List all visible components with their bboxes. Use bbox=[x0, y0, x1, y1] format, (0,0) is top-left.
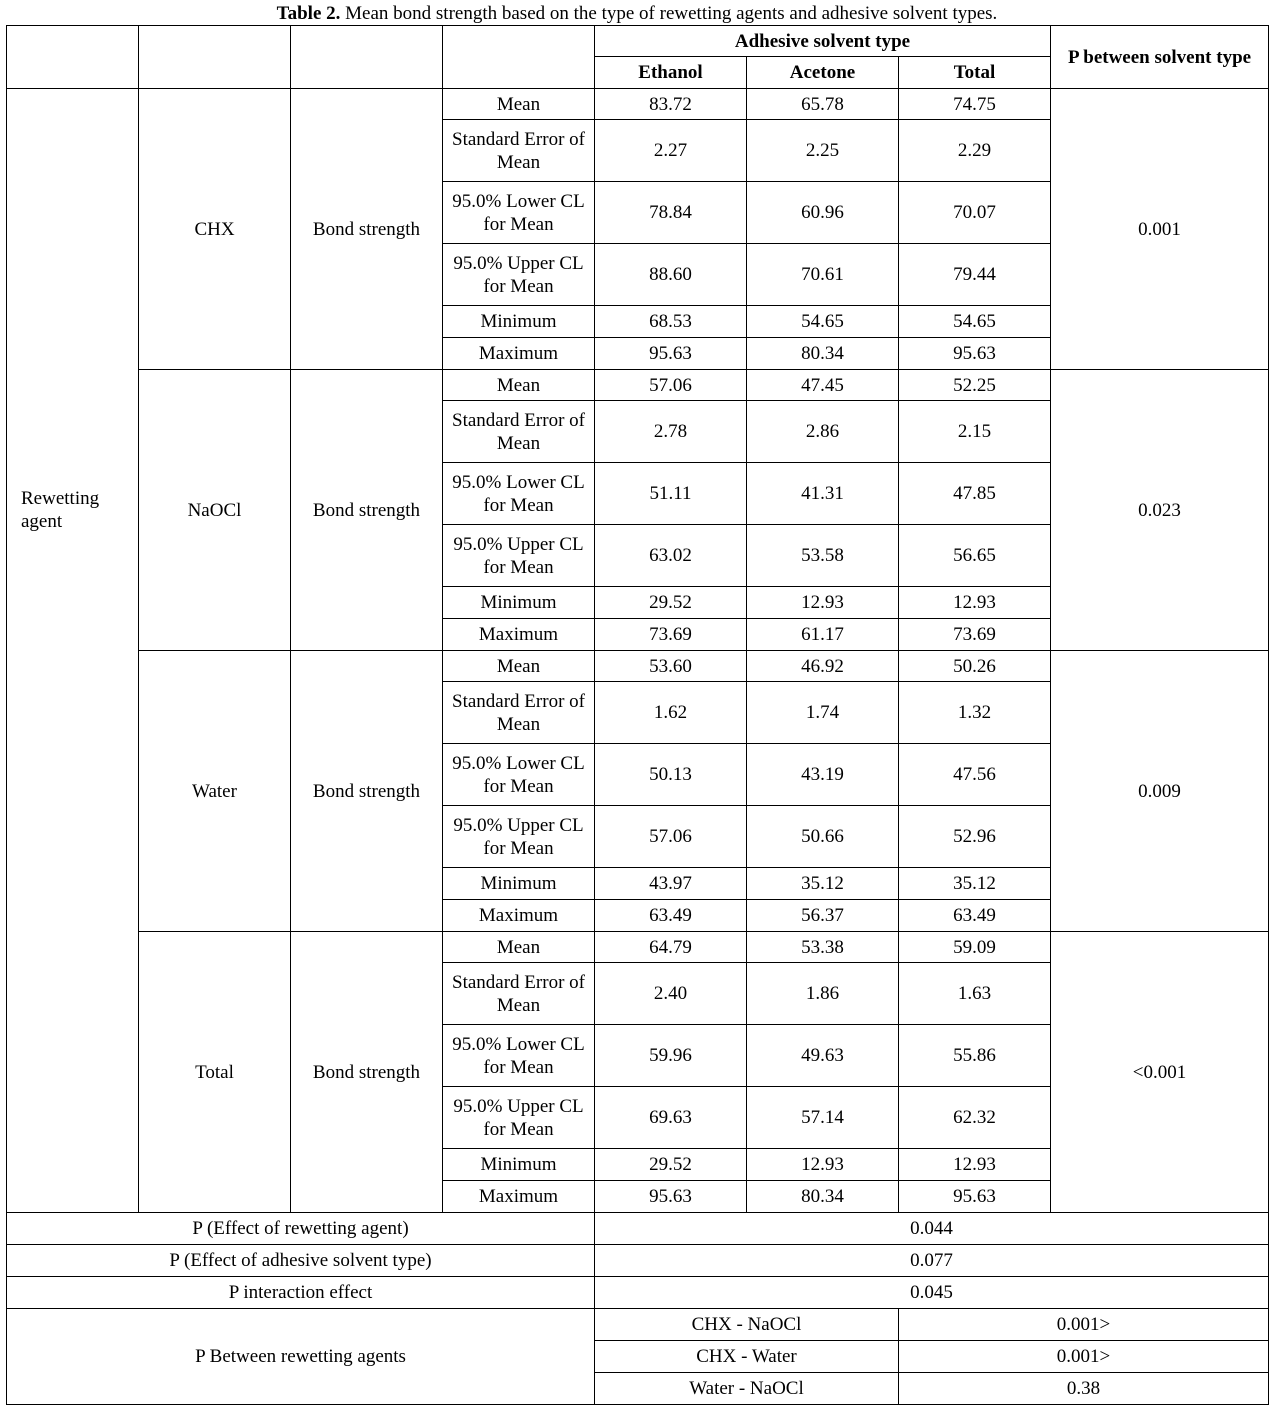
value-cell: 79.44 bbox=[899, 244, 1051, 306]
value-cell: 1.63 bbox=[899, 963, 1051, 1025]
value-cell: 2.29 bbox=[899, 120, 1051, 182]
value-cell: 29.52 bbox=[595, 1149, 747, 1181]
stat-label-cell: Maximum bbox=[443, 900, 595, 932]
value-cell: 74.75 bbox=[899, 89, 1051, 120]
stat-label-cell: Minimum bbox=[443, 306, 595, 338]
effect-value-cell: 0.077 bbox=[595, 1245, 1269, 1277]
value-cell: 95.63 bbox=[595, 338, 747, 370]
pair-name-cell: Water - NaOCl bbox=[595, 1373, 899, 1405]
value-cell: 59.96 bbox=[595, 1025, 747, 1087]
value-cell: 53.58 bbox=[747, 525, 899, 587]
bond-strength-table bbox=[6, 25, 1269, 1405]
value-cell: 52.25 bbox=[899, 370, 1051, 401]
pair-value-cell: 0.001> bbox=[899, 1341, 1269, 1373]
effect-value-cell: 0.045 bbox=[595, 1277, 1269, 1309]
measure-cell: Bond strength bbox=[291, 89, 443, 370]
stat-label-cell: 95.0% Upper CL for Mean bbox=[443, 244, 595, 306]
stat-label-cell: Minimum bbox=[443, 868, 595, 900]
value-cell: 51.11 bbox=[595, 463, 747, 525]
stat-label-cell: 95.0% Lower CL for Mean bbox=[443, 182, 595, 244]
stat-label-cell: 95.0% Upper CL for Mean bbox=[443, 525, 595, 587]
stat-label-cell: Maximum bbox=[443, 338, 595, 370]
value-cell: 1.86 bbox=[747, 963, 899, 1025]
header-blank-cell bbox=[7, 26, 139, 89]
value-cell: 2.40 bbox=[595, 963, 747, 1025]
value-cell: 12.93 bbox=[899, 1149, 1051, 1181]
value-cell: 2.15 bbox=[899, 401, 1051, 463]
value-cell: 56.65 bbox=[899, 525, 1051, 587]
value-cell: 47.45 bbox=[747, 370, 899, 401]
rewetting-agent-cell bbox=[7, 651, 139, 932]
value-cell: 62.32 bbox=[899, 1087, 1051, 1149]
agent-name-cell: CHX bbox=[139, 89, 291, 370]
stat-label-cell: 95.0% Upper CL for Mean bbox=[443, 806, 595, 868]
stat-label-cell: Mean bbox=[443, 932, 595, 963]
measure-cell: Bond strength bbox=[291, 651, 443, 932]
effect-label-cell: P (Effect of rewetting agent) bbox=[7, 1213, 595, 1245]
stat-label-cell: Standard Error of Mean bbox=[443, 120, 595, 182]
value-cell: 70.61 bbox=[747, 244, 899, 306]
stat-label-cell: Mean bbox=[443, 370, 595, 401]
table-row bbox=[7, 370, 1269, 401]
value-cell: 57.06 bbox=[595, 370, 747, 401]
rewetting-agent-cell: Rewetting agent bbox=[7, 370, 139, 651]
value-cell: 63.02 bbox=[595, 525, 747, 587]
value-cell: 55.86 bbox=[899, 1025, 1051, 1087]
col-header-total: Total bbox=[899, 57, 1051, 89]
table-row bbox=[7, 932, 1269, 963]
pair-name-cell: CHX - Water bbox=[595, 1341, 899, 1373]
value-cell: 88.60 bbox=[595, 244, 747, 306]
col-header-ethanol: Ethanol bbox=[595, 57, 747, 89]
value-cell: 70.07 bbox=[899, 182, 1051, 244]
pair-value-cell: 0.38 bbox=[899, 1373, 1269, 1405]
stat-label-cell: Standard Error of Mean bbox=[443, 682, 595, 744]
rewetting-agent-cell bbox=[7, 89, 139, 370]
p-value-cell: 0.009 bbox=[1051, 651, 1269, 932]
stat-label-cell: Mean bbox=[443, 89, 595, 120]
stat-label-cell: Mean bbox=[443, 651, 595, 682]
value-cell: 68.53 bbox=[595, 306, 747, 338]
value-cell: 63.49 bbox=[899, 900, 1051, 932]
value-cell: 43.19 bbox=[747, 744, 899, 806]
stat-label-cell: Standard Error of Mean bbox=[443, 401, 595, 463]
header-blank-cell bbox=[291, 26, 443, 89]
value-cell: 95.63 bbox=[899, 338, 1051, 370]
value-cell: 29.52 bbox=[595, 587, 747, 619]
pair-name-cell: CHX - NaOCl bbox=[595, 1309, 899, 1341]
pairwise-row bbox=[7, 1309, 1269, 1341]
rewetting-agent-cell bbox=[7, 932, 139, 1213]
value-cell: 41.31 bbox=[747, 463, 899, 525]
stat-label-cell: Maximum bbox=[443, 1181, 595, 1213]
value-cell: 65.78 bbox=[747, 89, 899, 120]
value-cell: 52.96 bbox=[899, 806, 1051, 868]
value-cell: 80.34 bbox=[747, 1181, 899, 1213]
value-cell: 43.97 bbox=[595, 868, 747, 900]
value-cell: 2.86 bbox=[747, 401, 899, 463]
p-value-cell: 0.001 bbox=[1051, 89, 1269, 370]
value-cell: 50.26 bbox=[899, 651, 1051, 682]
value-cell: 2.25 bbox=[747, 120, 899, 182]
agent-name-cell: Total bbox=[139, 932, 291, 1213]
value-cell: 12.93 bbox=[747, 587, 899, 619]
col-header-acetone: Acetone bbox=[747, 57, 899, 89]
value-cell: 1.62 bbox=[595, 682, 747, 744]
stat-label-cell: 95.0% Lower CL for Mean bbox=[443, 463, 595, 525]
value-cell: 73.69 bbox=[595, 619, 747, 651]
effect-row bbox=[7, 1213, 1269, 1245]
value-cell: 73.69 bbox=[899, 619, 1051, 651]
stat-label-cell: 95.0% Lower CL for Mean bbox=[443, 744, 595, 806]
value-cell: 61.17 bbox=[747, 619, 899, 651]
value-cell: 12.93 bbox=[899, 587, 1051, 619]
adhesive-solvent-type-header: Adhesive solvent type bbox=[595, 26, 1051, 57]
table-caption-label: Table 2. bbox=[276, 3, 341, 24]
stat-label-cell: 95.0% Lower CL for Mean bbox=[443, 1025, 595, 1087]
value-cell: 47.56 bbox=[899, 744, 1051, 806]
effect-label-cell: P (Effect of adhesive solvent type) bbox=[7, 1245, 595, 1277]
value-cell: 57.14 bbox=[747, 1087, 899, 1149]
value-cell: 95.63 bbox=[595, 1181, 747, 1213]
value-cell: 57.06 bbox=[595, 806, 747, 868]
value-cell: 50.66 bbox=[747, 806, 899, 868]
value-cell: 83.72 bbox=[595, 89, 747, 120]
measure-cell: Bond strength bbox=[291, 932, 443, 1213]
value-cell: 78.84 bbox=[595, 182, 747, 244]
value-cell: 54.65 bbox=[899, 306, 1051, 338]
table-caption bbox=[0, 3, 1274, 25]
value-cell: 63.49 bbox=[595, 900, 747, 932]
value-cell: 80.34 bbox=[747, 338, 899, 370]
header-blank-cell bbox=[139, 26, 291, 89]
value-cell: 46.92 bbox=[747, 651, 899, 682]
p-between-solvent-header: P between solvent type bbox=[1051, 26, 1269, 89]
pair-value-cell: 0.001> bbox=[899, 1309, 1269, 1341]
measure-cell: Bond strength bbox=[291, 370, 443, 651]
value-cell: 54.65 bbox=[747, 306, 899, 338]
stat-label-cell: 95.0% Upper CL for Mean bbox=[443, 1087, 595, 1149]
effect-label-cell: P interaction effect bbox=[7, 1277, 595, 1309]
value-cell: 56.37 bbox=[747, 900, 899, 932]
table-row bbox=[7, 651, 1269, 682]
stat-label-cell: Minimum bbox=[443, 587, 595, 619]
table-caption-text: Mean bond strength based on the type of rewetting agents and adhesive solvent types. bbox=[340, 3, 998, 24]
value-cell: 1.32 bbox=[899, 682, 1051, 744]
value-cell: 53.60 bbox=[595, 651, 747, 682]
value-cell: 35.12 bbox=[747, 868, 899, 900]
value-cell: 2.78 bbox=[595, 401, 747, 463]
value-cell: 12.93 bbox=[747, 1149, 899, 1181]
stat-label-cell: Standard Error of Mean bbox=[443, 963, 595, 1025]
stat-label-cell: Minimum bbox=[443, 1149, 595, 1181]
p-value-cell: 0.023 bbox=[1051, 370, 1269, 651]
value-cell: 2.27 bbox=[595, 120, 747, 182]
value-cell: 69.63 bbox=[595, 1087, 747, 1149]
value-cell: 35.12 bbox=[899, 868, 1051, 900]
effect-row bbox=[7, 1245, 1269, 1277]
pairwise-label-cell: P Between rewetting agents bbox=[7, 1309, 595, 1405]
p-value-cell: <0.001 bbox=[1051, 932, 1269, 1213]
value-cell: 47.85 bbox=[899, 463, 1051, 525]
value-cell: 1.74 bbox=[747, 682, 899, 744]
agent-name-cell: NaOCl bbox=[139, 370, 291, 651]
value-cell: 64.79 bbox=[595, 932, 747, 963]
agent-name-cell: Water bbox=[139, 651, 291, 932]
effect-value-cell: 0.044 bbox=[595, 1213, 1269, 1245]
value-cell: 53.38 bbox=[747, 932, 899, 963]
value-cell: 60.96 bbox=[747, 182, 899, 244]
value-cell: 95.63 bbox=[899, 1181, 1051, 1213]
header-row-1 bbox=[7, 26, 1269, 57]
table-row bbox=[7, 89, 1269, 120]
effect-row bbox=[7, 1277, 1269, 1309]
value-cell: 49.63 bbox=[747, 1025, 899, 1087]
header-blank-cell bbox=[443, 26, 595, 89]
value-cell: 50.13 bbox=[595, 744, 747, 806]
stat-label-cell: Maximum bbox=[443, 619, 595, 651]
value-cell: 59.09 bbox=[899, 932, 1051, 963]
table-body bbox=[7, 26, 1269, 1405]
